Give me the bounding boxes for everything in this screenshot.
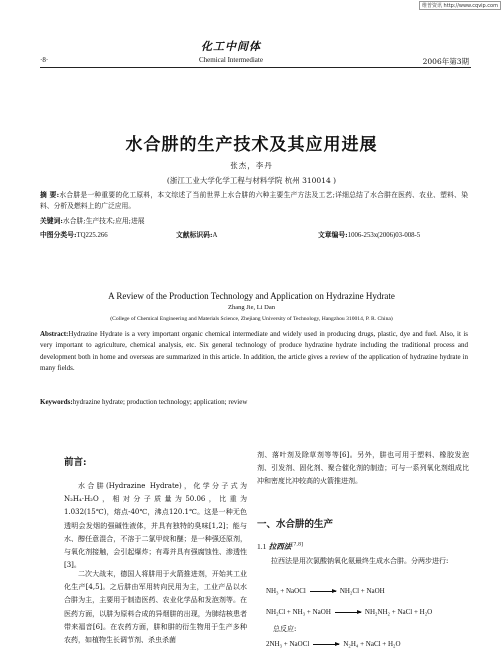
- subsection-ref: [7,8]: [291, 541, 304, 548]
- abstract-en-label: Abstract:: [40, 330, 69, 338]
- equation-2: [266, 608, 432, 616]
- section-heading-intro: 前言:: [64, 457, 87, 468]
- doc-code-label: 文献标识码:: [176, 231, 213, 239]
- raschig-description: 拉西法是用次氯酸钠氧化氨最终生成水合肼。分两步进行:: [271, 557, 449, 565]
- keywords-en-text: hydrazine hydrate; production technology; application; review: [72, 398, 248, 406]
- doc-code-value: A: [212, 232, 218, 239]
- keywords-en-label: Keywords:: [40, 398, 73, 406]
- header-rule: [40, 67, 471, 68]
- keywords-en: [40, 398, 247, 406]
- eq2-products: NH₂NH₂ + NaCl + H₂O: [364, 608, 433, 616]
- eq3-products: N₂H₄ + NaCl + H₂O: [343, 640, 401, 648]
- watermark: 维普资讯 http://www.cqvip.com: [419, 1, 501, 10]
- intro-paragraph-2: 二次大战末，德国人将肼用于火箭推进剂，开始其工业化生产[4,5]。之后肼由军用转向民用为主，工业产品以水合肼为主，主要用于制造医药、农业化学品和发泡剂等。在医药方面，以肼为原料合成的异烟肼的出现，为肺结核患者带来福音[6]。在农药方面，肼和肼的衍生物用于生产多种农药，如植物生长调节剂、杀虫杀菌: [64, 570, 247, 645]
- eq1-reactants: NH₃ + NaOCl: [266, 587, 306, 595]
- journal-name-en: Chemical Intermediate: [199, 56, 263, 64]
- clc-label: 中图分类号:: [40, 231, 77, 239]
- equation-3: [266, 640, 401, 648]
- right-paragraph-top: 剂、落叶剂及除草剂等等[6]。另外，肼也可用于塑料、橡胶发泡剂、引发剂、固化剂、聚合催化剂的制造；可与一系列氧化剂组成比冲和密度比冲较高的火箭推进剂。: [257, 451, 469, 486]
- subsection-title: 拉西法: [268, 542, 292, 551]
- subsection-number: 1.1: [257, 542, 267, 551]
- keywords-cn: [40, 215, 145, 225]
- intro-paragraph-1: 水合肼(Hydrazine Hydrate)，化学分子式为N₂H₄·H₂O，相对分子质量为50.06，比重为1.032(15℃)，熔点-40℃，沸点120.1℃。这是一种无色透明会发烟的强碱性液体，并具有独特的臭味[1,2]；能与水、醇任意混合，不溶于二氯甲烷和醚；是一种强还原剂，与氧化剂接触，会引起爆炸；有毒并具有强腐蚀性、渗透性[3]。: [64, 482, 247, 570]
- reaction-arrow-icon: [313, 644, 339, 645]
- keywords-cn-label: 关键词:: [40, 217, 63, 225]
- reaction-arrow-icon: [335, 612, 361, 613]
- article-no-value: 1006-253x(2006)03-008-5: [347, 232, 421, 239]
- section-heading-production: 一、水合肼的生产: [257, 519, 334, 530]
- reaction-arrow-icon: [310, 591, 336, 592]
- journal-masthead: [151, 38, 311, 64]
- title-en: A Review of the Production Technology and Application on Hydrazine Hydrate: [108, 291, 395, 301]
- eq3-reactants: 2NH₃ + NaOCl: [266, 640, 310, 648]
- keywords-cn-text: 水合肼;生产技术;应用;进展: [62, 217, 145, 225]
- title-cn: 水合肼的生产技术及其应用进展: [125, 135, 378, 155]
- journal-name-cn: 化工中间体: [201, 40, 261, 53]
- clc-value: TQ225.266: [76, 232, 108, 239]
- abstract-en: [40, 329, 468, 374]
- total-reaction-label: 总反应:: [273, 625, 297, 633]
- eq1-products: NH₂Cl + NaOH: [339, 587, 385, 595]
- equation-1: [266, 587, 385, 595]
- issue-label: 2006年第3期: [422, 57, 469, 66]
- subsection-heading-raschig: [257, 541, 303, 552]
- affiliation-en: (College of Chemical Engineering and Materials Science, Zhejiang University of Technology, Hangzhou 310014, P. R. China): [110, 316, 393, 322]
- abstract-cn-text: 水合肼是一种重要的化工原料，本文综述了当前世界上水合肼的六种主要生产方法及工艺;详细总结了水合肼在医药、农业、塑料、染料、分析及燃料上的广泛应用。: [40, 191, 468, 210]
- classification-row: [40, 229, 468, 239]
- authors-cn: 张杰，李丹: [230, 161, 273, 170]
- authors-en: Zhang Jie, Li Dan: [228, 304, 275, 311]
- abstract-en-text: Hydrazine Hydrate is a very important organic chemical intermediate and widely used in producing drugs, plastic, dye and fuel. Also, it is very important to agriculture, chemical analysis, etc. Six general technology of produce hydrazine hydrate including the traditional process and development both in home and overseas are summarized in this article. In addition, the article gives a review of the application of hydrazine hydrate in many fields.: [40, 330, 468, 372]
- abstract-cn: [40, 190, 468, 212]
- eq2-reactants: NH₂Cl + NH₃ + NaOH: [266, 608, 331, 616]
- affiliation-cn: (浙江工业大学化学工程与材料学院 杭州 310014 ): [166, 176, 337, 185]
- abstract-cn-label: 摘 要:: [40, 191, 60, 199]
- page-number: ·8·: [40, 56, 49, 64]
- article-no-label: 文章编号:: [318, 231, 348, 239]
